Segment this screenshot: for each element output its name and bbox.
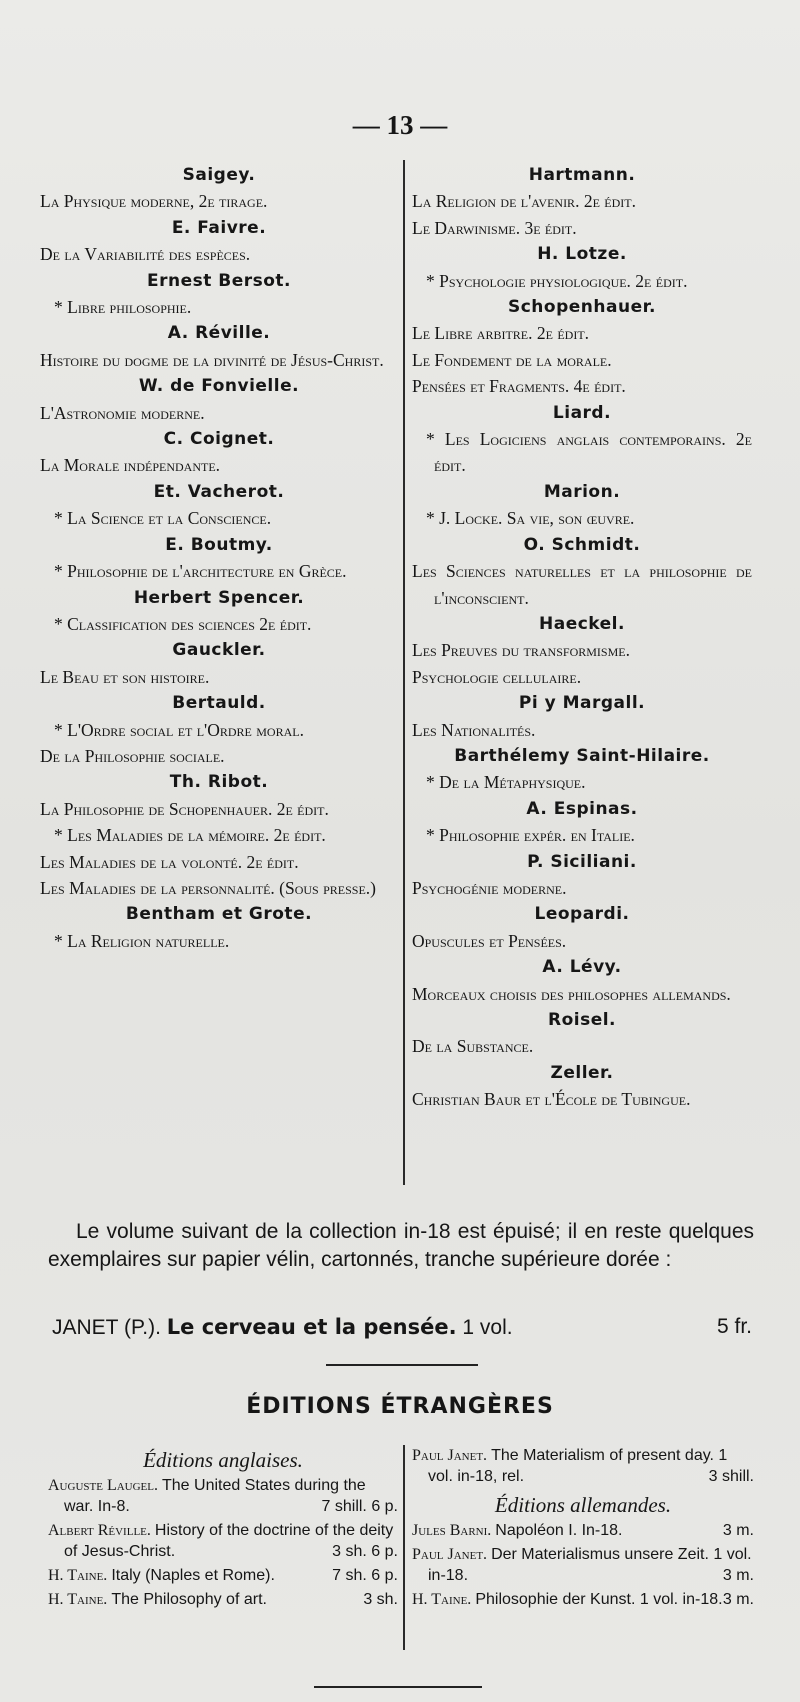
divider-rule (326, 1364, 478, 1366)
author-name: E. Boutmy. (165, 534, 273, 555)
edition-entry (48, 1520, 398, 1562)
author-name: O. Schmidt. (523, 534, 641, 555)
book-title: Le Darwinisme. 3e édit. (412, 217, 577, 238)
foreign-column-divider (403, 1445, 405, 1650)
book-title: Les Preuves du transformisme. (412, 640, 630, 661)
edition-entry (48, 1565, 398, 1586)
edition-title: Napoléon I. In-18. (495, 1522, 623, 1539)
book-title: De la Variabilité des espèces. (40, 244, 251, 265)
author-name: Hartmann. (528, 165, 636, 185)
janet-author: JANET (P.). (52, 1316, 161, 1339)
german-editions-heading: Éditions allemandes. (494, 1493, 672, 1517)
book-title: Psychogénie moderne. (412, 877, 567, 898)
book-title: Psychologie cellulaire. (412, 666, 582, 687)
book-title: Le Libre arbitre. 2e édit. (412, 323, 590, 344)
book-title: Opuscules et Pensées. (412, 930, 567, 951)
book-title: * Psychologie physiologique. 2e édit. (426, 270, 688, 291)
foreign-editions-heading: ÉDITIONS ÉTRANGÈRES (246, 1394, 554, 1419)
edition-price: 3 m. (722, 1567, 754, 1584)
edition-price: 3 shill. (708, 1468, 754, 1485)
edition-author: H. Taine. (48, 1567, 112, 1584)
book-title: De la Philosophie sociale. (40, 745, 225, 766)
author-name: W. de Fonvielle. (138, 376, 300, 397)
edition-price: 3 m. (722, 1522, 754, 1539)
column-divider (403, 160, 405, 1185)
edition-title: Der Materialismus unsere Zeit. 1 vol. in-18. (428, 1546, 752, 1584)
author-name: Et. Vacherot. (153, 481, 285, 502)
author-name: E. Faivre. (171, 217, 267, 238)
bottom-rule (314, 1686, 482, 1688)
author-name: Saigey. (182, 165, 256, 185)
edition-title: The United States during the war. In-8. (64, 1477, 366, 1515)
author-name: Liard. (552, 402, 612, 423)
book-title: La Philosophie de Schopenhauer. 2e édit. (40, 798, 329, 819)
edition-entry (412, 1544, 754, 1586)
author-name: A. Réville. (167, 323, 271, 344)
janet-price: 5 fr. (716, 1315, 752, 1338)
book-title: * Libre philosophie. (54, 297, 192, 318)
book-title: * L'Ordre social et l'Ordre moral. (54, 719, 304, 740)
book-title: * Les Maladies de la mémoire. 2e édit. (54, 825, 326, 846)
book-title: L'Astronomie moderne. (40, 402, 205, 423)
edition-entry (48, 1475, 398, 1517)
author-name: Bentham et Grote. (125, 904, 313, 925)
book-title: Les Maladies de la personnalité. (Sous presse.) (40, 877, 376, 898)
edition-title: Philosophie der Kunst. 1 vol. in-18. (475, 1591, 723, 1608)
author-name: Schopenhauer. (507, 297, 657, 318)
page-number: — 13 — (352, 110, 448, 140)
book-title: La Morale indépendante. (40, 455, 221, 476)
author-name: C. Coignet. (163, 429, 275, 450)
foreign-right-column (412, 1445, 754, 1613)
author-name: Th. Ribot. (169, 772, 269, 793)
book-title: Histoire du dogme de la divinité de Jésus-Christ. (40, 349, 384, 370)
author-name: Herbert Spencer. (133, 587, 305, 608)
book-title: La Religion de l'avenir. 2e édit. (412, 191, 636, 212)
book-title: Les Maladies de la volonté. 2e édit. (40, 851, 299, 872)
author-name: Haeckel. (539, 613, 625, 634)
book-title: * De la Métaphysique. (426, 772, 586, 793)
book-title: Le Fondement de la morale. (412, 349, 612, 370)
author-name: Barthélemy Saint-Hilaire. (454, 745, 710, 766)
edition-author: Jules Barni. (412, 1522, 496, 1539)
edition-title: History of the doctrine of the deity of Jesus-Christ. (64, 1522, 394, 1560)
edition-price: 3 m. (722, 1591, 754, 1608)
edition-price: 3 sh. (363, 1591, 398, 1608)
edition-author: Paul Janet. (412, 1447, 492, 1464)
author-name: Leopardi. (534, 904, 630, 925)
edition-entry (412, 1520, 754, 1541)
book-title: La Physique moderne, 2e tirage. (40, 191, 268, 212)
book-title: De la Substance. (412, 1036, 534, 1057)
edition-price: 7 shill. 6 p. (321, 1498, 398, 1515)
out-of-print-note: Le volume suivant de la collection in-18 est épuisé; il en reste quelques exemplaires sur papier vélin, cartonnés, tranche supérieure dorée : (48, 1220, 754, 1271)
edition-entry (412, 1589, 754, 1610)
edition-price: 7 sh. 6 p. (332, 1567, 398, 1584)
edition-entry (412, 1445, 754, 1487)
book-title: * La Science et la Conscience. (54, 508, 272, 529)
book-title: Pensées et Fragments. 4e édit. (412, 376, 626, 397)
book-title: Les Sciences naturelles et la philosophie de l'inconscient. (412, 561, 752, 608)
edition-title: Italy (Naples et Rome). (111, 1567, 275, 1584)
author-name: Bertauld. (172, 693, 266, 714)
author-name: A. Espinas. (526, 798, 638, 819)
janet-entry (52, 1315, 752, 1340)
book-title: Morceaux choisis des philosophes allemands. (412, 983, 731, 1004)
edition-entry (48, 1589, 398, 1610)
right-column (412, 162, 752, 1113)
book-title: * J. Locke. Sa vie, son œuvre. (426, 508, 635, 529)
edition-author: Auguste Laugel. (48, 1477, 162, 1494)
edition-author: H. Taine. (48, 1591, 112, 1608)
edition-price: 3 sh. 6 p. (332, 1543, 398, 1560)
left-column (40, 162, 398, 954)
book-title: * Classification des sciences 2e édit. (54, 613, 312, 634)
english-editions-heading: Éditions anglaises. (143, 1448, 303, 1472)
book-title: Le Beau et son histoire. (40, 666, 210, 687)
book-title: * La Religion naturelle. (54, 930, 230, 951)
book-title: * Les Logiciens anglais contemporains. 2e édit. (426, 429, 752, 476)
edition-author: H. Taine. (412, 1591, 476, 1608)
author-name: P. Siciliani. (527, 851, 637, 872)
english-editions (48, 1445, 398, 1613)
janet-title: Le cerveau et la pensée. (166, 1315, 457, 1339)
edition-title: The Philosophy of art. (111, 1591, 267, 1608)
author-name: Pi y Margall. (518, 693, 646, 714)
book-title: * Philosophie expér. en Italie. (426, 825, 635, 846)
book-title: Les Nationalités. (412, 719, 536, 740)
author-name: Ernest Bersot. (146, 270, 292, 291)
book-title: * Philosophie de l'architecture en Grèce. (54, 561, 347, 582)
book-title: Christian Baur et l'École de Tubingue. (412, 1089, 691, 1110)
author-name: Gauckler. (172, 640, 266, 661)
edition-author: Paul Janet. (412, 1546, 492, 1563)
edition-author: Albert Réville. (48, 1522, 155, 1539)
author-name: Roisel. (547, 1010, 617, 1030)
janet-volume: 1 vol. (462, 1316, 513, 1339)
author-name: H. Lotze. (537, 244, 627, 265)
edition-title: The Materialism of present day. 1 vol. in-18, rel. (428, 1447, 728, 1485)
author-name: A. Lévy. (542, 957, 622, 978)
author-name: Marion. (543, 481, 621, 502)
author-name: Zeller. (550, 1062, 614, 1083)
